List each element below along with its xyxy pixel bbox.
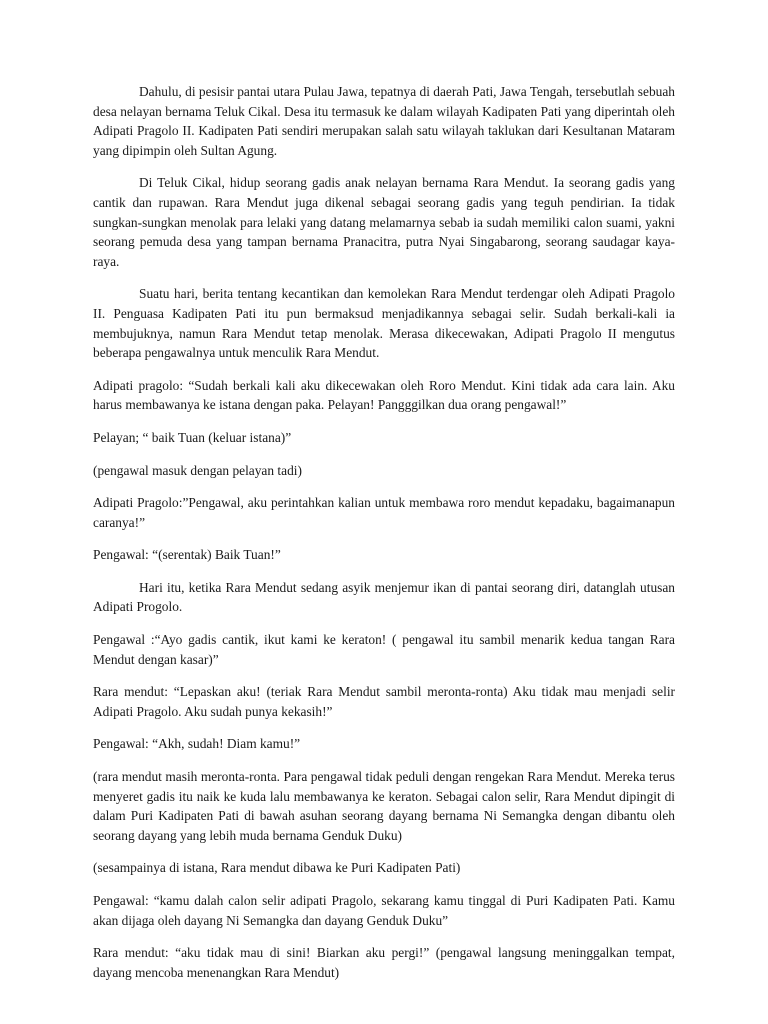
dialogue-line: Adipati Pragolo:”Pengawal, aku perintahkan kalian untuk membawa roro mendut kepadaku, bagaimanapun caranya!” [93,495,675,530]
stage-direction: (rara mendut masih meronta-ronta. Para pengawal tidak peduli dengan rengekan Rara Mendut. Mereka terus menyeret gadis itu naik ke kuda lalu membawanya ke keraton. Sebagai calon selir, Rara Mendut dipingit di dalam Puri Kadipaten Pati di bawah asuhan seorang dayang bernama Ni Semangka dengan dibantu oleh seorang dayang yang lebih muda bernama Genduk Duku) [93,769,675,843]
dialogue-line: Rara mendut: “Lepaskan aku! (teriak Rara Mendut sambil meronta-ronta) Aku tidak mau menjadi selir Adipati Pragolo. Aku sudah punya kekasih!” [93,684,675,719]
dialogue-line: Pengawal: “Akh, sudah! Diam kamu!” [93,736,301,752]
stage-direction: (pengawal masuk dengan pelayan tadi) [93,462,302,478]
stage-direction: (sesampainya di istana, Rara mendut dibawa ke Puri Kadipaten Pati) [93,860,461,876]
paragraph-adipati: Suatu hari, berita tentang kecantikan dan kemolekan Rara Mendut terdengar oleh Adipati Pragolo II. Penguasa Kadipaten Pati itu pun bermaksud menjadikannya sebagai selir. Sudah berkali-kali ia membujuknya, namun Rara Mendut tetap menolak. Merasa dikecewakan, Adipati Pragolo II mengutus beberapa pengawalnya untuk menculik Rara Mendut. [93,286,675,361]
document-page [93,82,675,995]
paragraph-intro: Dahulu, di pesisir pantai utara Pulau Jawa, tepatnya di daerah Pati, Jawa Tengah, tersebutlah sebuah desa nelayan bernama Teluk Cikal. Desa itu termasuk ke dalam wilayah Kadipaten Pati yang diperintah oleh Adipati Pragolo II. Kadipaten Pati sendiri merupakan salah satu wilayah taklukan dari Kesultanan Mataram yang dipimpin oleh Sultan Agung. [93,84,675,158]
paragraph-rara-mendut: Di Teluk Cikal, hidup seorang gadis anak nelayan bernama Rara Mendut. Ia seorang gadis yang cantik dan rupawan. Rara Mendut juga dikenal sebagai seorang gadis yang teguh pendirian. Ia tidak sungkan-sungkan menolak para lelaki yang datang melamarnya sebab ia sudah memiliki calon suami, yakni seorang pemuda desa yang tampan bernama Pranacitra, putra Nyai Singabarong, seorang saudagar kaya-raya. [93,175,675,269]
dialogue-line: Pengawal: “kamu dalah calon selir adipati Pragolo, sekarang kamu tinggal di Puri Kadipaten Pati. Kamu akan dijaga oleh dayang Ni Semangka dan dayang Genduk Duku” [93,893,675,928]
dialogue-line: Pengawal :“Ayo gadis cantik, ikut kami ke keraton! ( pengawal itu sambil menarik kedua tangan Rara Mendut dengan kasar)” [93,632,675,667]
dialogue-line: Pengawal: “(serentak) Baik Tuan!” [93,547,281,563]
dialogue-line: Adipati pragolo: “Sudah berkali kali aku dikecewakan oleh Roro Mendut. Kini tidak ada cara lain. Aku harus membawanya ke istana dengan paka. Pelayan! Pangggilkan dua orang pengawal!” [93,377,675,413]
dialogue-line: Pelayan; “ baik Tuan (keluar istana)” [93,429,292,445]
dialogue-line: Rara mendut: “aku tidak mau di sini! Biarkan aku pergi!” (pengawal langsung meninggalkan tempat, dayang mencoba menenangkan Rara Mendut) [93,945,675,980]
paragraph-narration: Hari itu, ketika Rara Mendut sedang asyik menjemur ikan di pantai seorang diri, datanglah utusan Adipati Progolo. [93,579,675,615]
